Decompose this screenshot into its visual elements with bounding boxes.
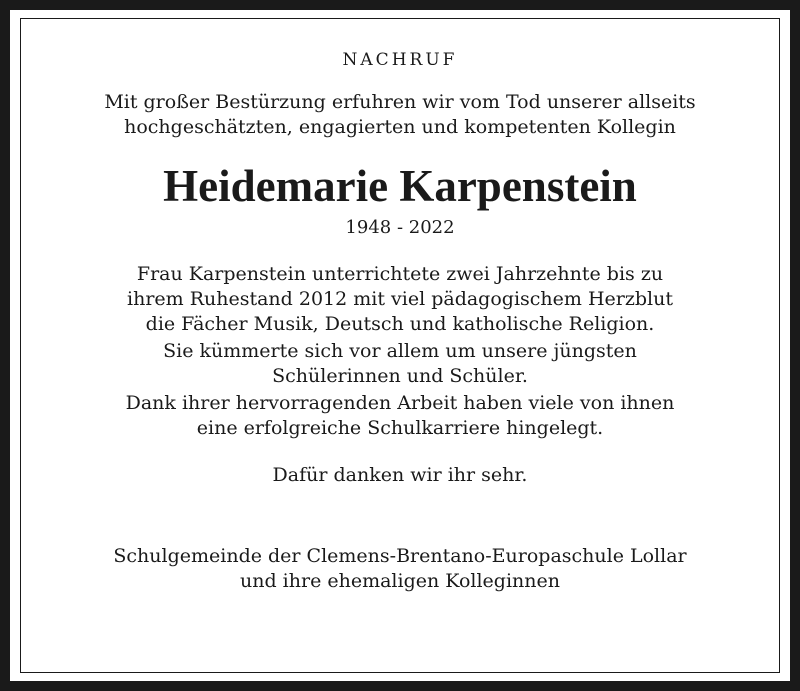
career-line: Frau Karpenstein unterrichtete zwei Jahrzehnte bis zu xyxy=(136,263,664,285)
signature-line: Schulgemeinde der Clemens-Brentano-Europaschule Lollar xyxy=(113,545,687,567)
intro-line: hochgeschätzten, engagierten und kompetenten Kollegin xyxy=(124,116,676,138)
care-paragraph xyxy=(20,339,780,389)
notice-heading: NACHRUF xyxy=(342,50,458,70)
obituary-notice xyxy=(20,18,780,594)
intro-line: Mit großer Bestürzung erfuhren wir vom Tod unserer allseits xyxy=(104,91,696,113)
care-line: Schülerinnen und Schüler. xyxy=(272,365,528,387)
merit-paragraph xyxy=(20,391,780,441)
merit-line: eine erfolgreiche Schulkarriere hingelegt. xyxy=(196,417,604,439)
deceased-name: Heidemarie Karpenstein xyxy=(163,161,637,211)
life-years: 1948 - 2022 xyxy=(345,217,455,238)
career-line: ihrem Ruhestand 2012 mit viel pädagogischem Herzblut xyxy=(127,288,673,310)
care-line: Sie kümmerte sich vor allem um unsere jüngsten xyxy=(163,340,637,362)
intro-text xyxy=(20,90,780,140)
signature-line: und ihre ehemaligen Kolleginnen xyxy=(240,570,560,592)
signature-block xyxy=(20,544,780,594)
career-line: die Fächer Musik, Deutsch und katholische Religion. xyxy=(145,313,655,335)
career-paragraph xyxy=(20,262,780,337)
merit-line: Dank ihrer hervorragenden Arbeit haben viele von ihnen xyxy=(125,392,675,414)
thanks-text: Dafür danken wir ihr sehr. xyxy=(272,464,528,486)
